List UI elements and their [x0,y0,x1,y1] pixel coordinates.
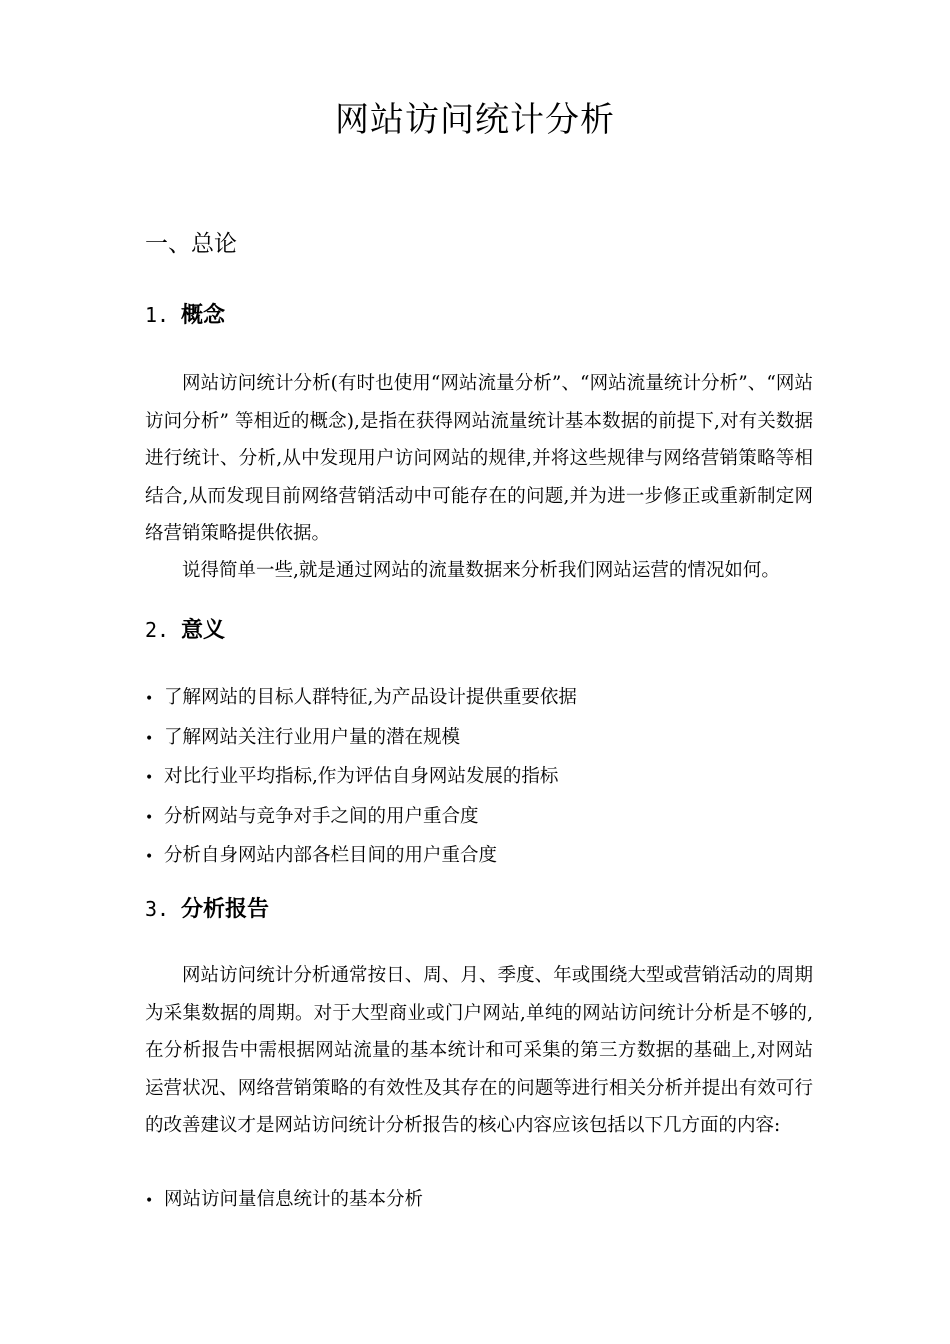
significance-bullet-list [145,679,577,877]
report-paragraph-1: 网站访问统计分析通常按日、周、月、季度、年或围绕大型或营销活动的周期为采集数据的周期。对于大型商业或门户网站,单纯的网站访问统计分析是不够的,在分析报告中需根据网站流量的基本统计和可采集的第三方数据的基础上,对网站运营状况、网络营销策略的有效性及其存在的问题等进行相关分析并提出有效可行的改善建议才是网站访问统计分析报告的核心内容应该包括以下几方面的内容: [145,965,813,1136]
list-item-text: 分析自身网站内部各栏目间的用户重合度 [164,845,498,866]
concept-paragraph-2: 说得简单一些,就是通过网站的流量数据来分析我们网站运营的情况如何。 [182,560,780,581]
subsection-heading-concept [145,295,225,336]
list-item [145,719,577,759]
subsection-label: 概念 [181,303,226,328]
list-item-text: 分析网站与竞争对手之间的用户重合度 [164,805,479,827]
list-item-text: 网站访问量信息统计的基本分析 [164,1189,424,1210]
list-item-text: 了解网站的目标人群特征,为产品设计提供重要依据 [164,687,577,708]
bullet-icon: • [145,770,154,786]
list-item-text: 了解网站关注行业用户量的潜在规模 [164,726,461,748]
section-heading-general: 一、总论 [145,231,237,257]
subsection-heading-significance [145,610,225,651]
list-item [145,1181,423,1221]
subsection-number: 2. [145,618,170,642]
bullet-icon: • [145,730,154,747]
bullet-icon: • [145,691,154,707]
list-item [145,679,577,719]
subsection-label: 意义 [181,618,226,643]
report-bullet-list [145,1181,423,1221]
list-item-text: 对比行业平均指标,作为评估自身网站发展的指标 [164,766,559,787]
subsection-heading-report [145,889,269,930]
subsection-number: 1. [145,303,170,327]
bullet-icon: • [145,809,154,826]
list-item [145,758,577,798]
list-item [145,798,577,838]
bullet-icon: • [145,1193,154,1209]
concept-paragraph-1: 网站访问统计分析(有时也使用“网站流量分析”、“网站流量统计分析”、“网站访问分析” 等相近的概念),是指在获得网站流量统计基本数据的前提下,对有关数据进行统计、分析,从中发现用户访问网站的规律,并将这些规律与网络营销策略等相结合,从而发现目前网络营销活动中可能存在的问题,并为进一步修正或重新制定网络营销策略提供依据。 [145,373,813,544]
bullet-icon: • [145,849,154,865]
list-item [145,837,577,877]
subsection-label: 分析报告 [181,897,270,922]
subsection-number: 3. [145,897,170,921]
document-title: 网站访问统计分析 [335,100,615,140]
